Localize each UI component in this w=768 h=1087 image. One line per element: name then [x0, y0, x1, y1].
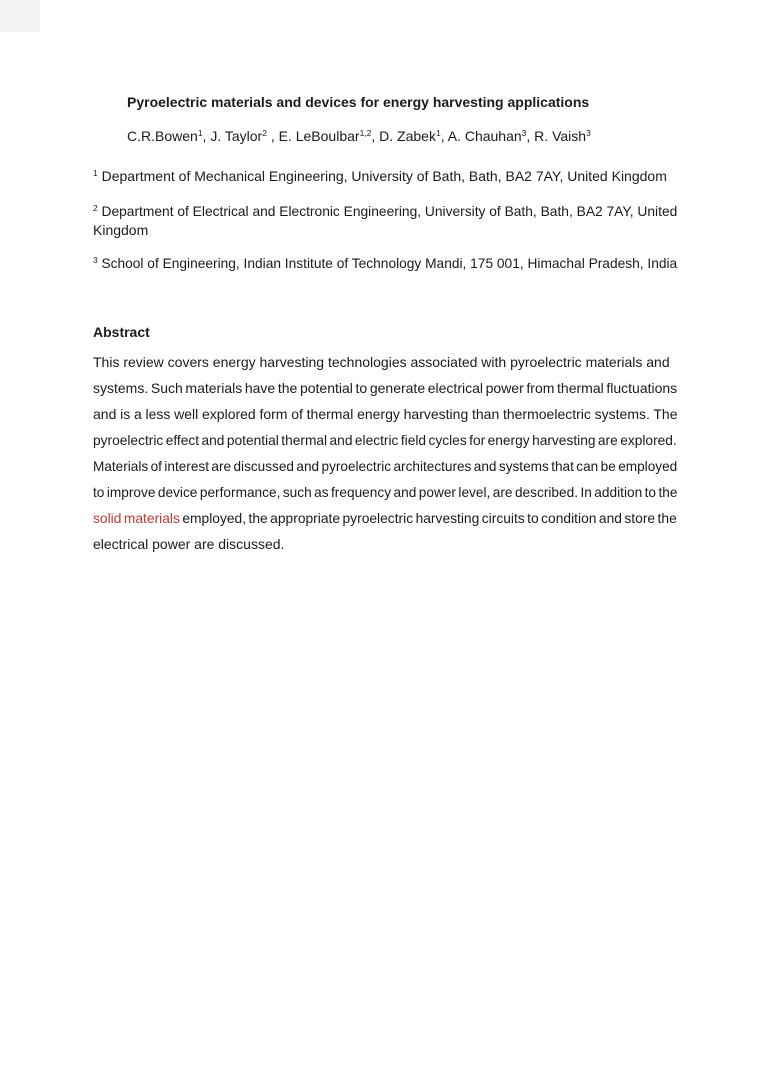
author-name-segment: C.R.Bowen	[127, 128, 198, 144]
abstract-line	[93, 349, 677, 375]
highlighted-text: solid materials	[93, 510, 180, 526]
abstract-line	[93, 531, 677, 557]
affiliation-marker: 2	[93, 203, 98, 213]
author-name-segment: , D. Zabek	[371, 128, 436, 144]
abstract-text-segment: pyroelectric effect and potential thermal and electric field cycles for energy harvesting are explored.	[93, 432, 677, 448]
affiliation-line: $^1$ Department of Mechanical Engineering, University of Bath, Bath, BA2 7AY, United Kingdom	[93, 168, 667, 184]
affiliation	[93, 255, 677, 274]
affiliation-list	[93, 168, 677, 274]
abstract-line	[93, 479, 677, 505]
author-superscript: 2	[262, 128, 267, 138]
abstract-text-segment: Materials of interest are discussed and pyroelectric architectures and systems that can be employed	[93, 458, 678, 474]
abstract-line	[93, 375, 677, 401]
affiliation-line: Kingdom	[93, 222, 149, 238]
abstract-paragraph	[93, 349, 677, 557]
abstract-text-segment: systems. Such materials have the potential to generate electrical power from thermal fluctuations	[93, 380, 678, 396]
paper-title: Pyroelectric materials and devices for energy harvesting applications	[127, 94, 590, 110]
author-line	[127, 126, 677, 148]
abstract-text-segment: This review covers energy harvesting technologies associated with pyroelectric materials and	[93, 354, 670, 370]
author-name-segment: , R. Vaish	[526, 128, 587, 144]
affiliation-marker: 3	[93, 255, 98, 265]
author-superscript: 1	[435, 128, 441, 138]
affiliation-marker: 1	[93, 168, 98, 178]
abstract-text-segment: electrical power are discussed.	[93, 536, 285, 552]
author-superscript: 3	[521, 128, 527, 138]
abstract-line	[93, 505, 677, 531]
affiliation-line: $^3$ School of Engineering, Indian Institute of Technology Mandi, 175 001, Himachal Pradesh, India	[93, 255, 678, 271]
abstract-line	[93, 401, 677, 427]
abstract-heading: Abstract	[93, 324, 150, 340]
author-name-segment: , J. Taylor	[202, 128, 263, 144]
author-superscript: 3	[586, 128, 591, 138]
abstract-text-segment: and is a less well explored form of thermal energy harvesting than thermoelectric systems. The	[93, 406, 678, 422]
affiliation	[93, 203, 677, 239]
affiliation-line: $^2$ Department of Electrical and Electronic Engineering, University of Bath, Bath, BA2 7AY, United	[93, 203, 678, 219]
abstract-line	[93, 453, 677, 479]
abstract-line	[93, 427, 677, 453]
author-name-segment: , A. Chauhan	[440, 128, 522, 144]
author-name-segment: , E. LeBoulbar	[266, 128, 360, 144]
abstract-text-segment: to improve device performance, such as frequency and power level, are described. In addition to the	[93, 484, 678, 500]
author-superscript: 1,2	[359, 128, 372, 138]
abstract-text-segment: employed, the appropriate pyroelectric harvesting circuits to condition and store the	[179, 510, 677, 526]
author-superscript: 1	[197, 128, 203, 138]
affiliation	[93, 168, 677, 187]
